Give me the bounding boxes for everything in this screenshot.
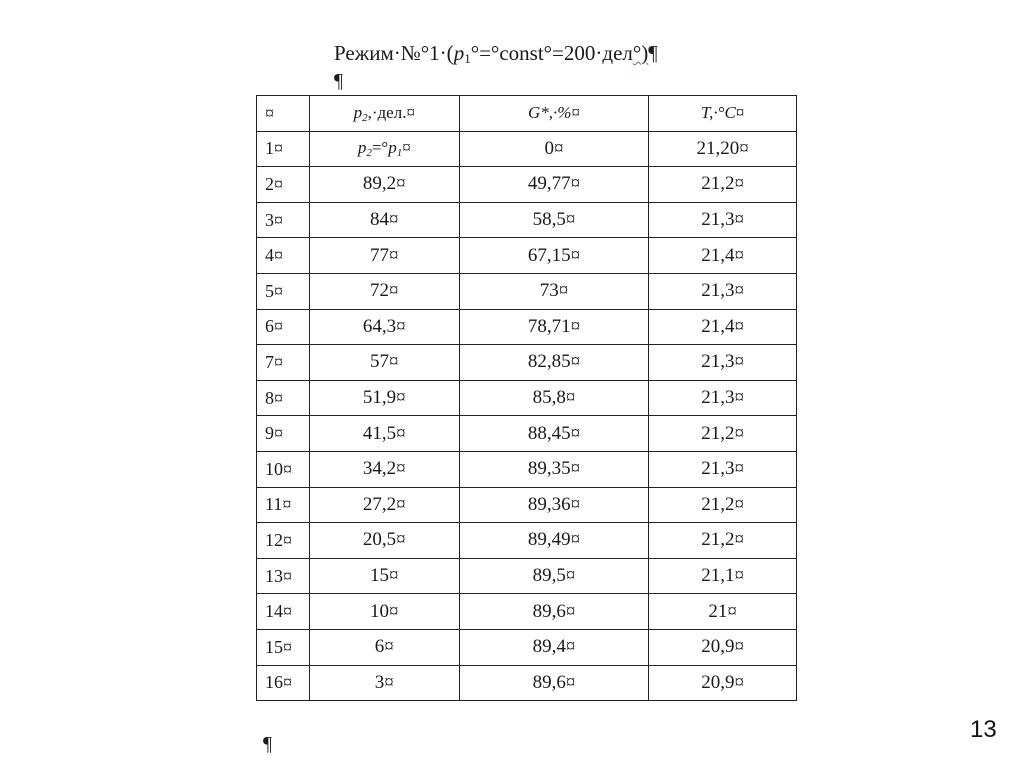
table-cell-index: 9¤ xyxy=(257,416,310,452)
table-cell-index: 7¤ xyxy=(257,345,310,381)
table-cell-g: 85,8¤ xyxy=(459,380,649,416)
table-row xyxy=(257,594,797,630)
table-row xyxy=(257,665,797,701)
table-cell-p2: 3¤ xyxy=(309,665,459,701)
table-cell-g: 89,6¤ xyxy=(459,594,649,630)
data-table xyxy=(256,95,797,701)
table-cell-p2: 10¤ xyxy=(309,594,459,630)
table-title xyxy=(334,41,658,67)
table-row xyxy=(257,558,797,594)
table-cell-g: 89,6¤ xyxy=(459,665,649,701)
table-cell-t: 21,2¤ xyxy=(649,523,797,559)
title-p-symbol: p xyxy=(453,41,465,65)
table-cell-p2: 57¤ xyxy=(309,345,459,381)
table-cell-index: 4¤ xyxy=(257,238,310,274)
table-cell-p2: 27,2¤ xyxy=(309,487,459,523)
table-cell-t: 21¤ xyxy=(649,594,797,630)
table-cell-index: 1¤ xyxy=(257,131,310,167)
table-cell-t: 21,3¤ xyxy=(649,202,797,238)
table-cell-p2: 84¤ xyxy=(309,202,459,238)
pilcrow-mark-bottom: ¶ xyxy=(263,733,273,755)
table-cell-g: 89,36¤ xyxy=(459,487,649,523)
table-cell-g: 78,71¤ xyxy=(459,309,649,345)
table-cell-p2: 72¤ xyxy=(309,273,459,309)
title-prefix: Режим·№°1·( xyxy=(334,41,454,65)
table-row xyxy=(257,167,797,203)
table-row xyxy=(257,273,797,309)
table-cell-g: 73¤ xyxy=(459,273,649,309)
table-cell-p2: 77¤ xyxy=(309,238,459,274)
table-cell-index: 10¤ xyxy=(257,451,310,487)
table-cell-g: 89,49¤ xyxy=(459,523,649,559)
table-cell-g: 89,5¤ xyxy=(459,558,649,594)
table-row xyxy=(257,131,797,167)
table-cell-p2: $p_2=^\circ p_1¤$ xyxy=(309,131,459,167)
table-cell-g: 89,4¤ xyxy=(459,629,649,665)
table-cell-index: 12¤ xyxy=(257,523,310,559)
table-row xyxy=(257,202,797,238)
table-cell-t: 21,2¤ xyxy=(649,416,797,452)
table-cell-p2: 41,5¤ xyxy=(309,416,459,452)
title-middle: °=°const°=200·дел xyxy=(470,41,633,65)
header-cell-t: T,·°C¤ xyxy=(649,96,797,132)
table-cell-index: 5¤ xyxy=(257,273,310,309)
table-cell-t: 21,3¤ xyxy=(649,273,797,309)
table-cell-t: 21,3¤ xyxy=(649,380,797,416)
table-cell-index: 11¤ xyxy=(257,487,310,523)
table-cell-g: 82,85¤ xyxy=(459,345,649,381)
table-cell-g: 58,5¤ xyxy=(459,202,649,238)
table-cell-g: 89,35¤ xyxy=(459,451,649,487)
header-cell-index: ¤ xyxy=(257,96,310,132)
table-row xyxy=(257,629,797,665)
pilcrow-mark-top: ¶ xyxy=(334,70,344,92)
table-cell-t: 21,2¤ xyxy=(649,487,797,523)
table-cell-index: 16¤ xyxy=(257,665,310,701)
table-header-row xyxy=(257,96,797,132)
table-cell-g: 67,15¤ xyxy=(459,238,649,274)
table-cell-index: 2¤ xyxy=(257,167,310,203)
table-row xyxy=(257,380,797,416)
table-cell-t: 21,1¤ xyxy=(649,558,797,594)
table-cell-p2: 6¤ xyxy=(309,629,459,665)
table-cell-index: 13¤ xyxy=(257,558,310,594)
table-row xyxy=(257,238,797,274)
table-cell-t: 21,2¤ xyxy=(649,167,797,203)
table-row xyxy=(257,416,797,452)
table-cell-index: 8¤ xyxy=(257,380,310,416)
table-cell-t: 21,4¤ xyxy=(649,238,797,274)
table-cell-p2: 20,5¤ xyxy=(309,523,459,559)
header-cell-p2: $p_2,\cdot дел.¤$ xyxy=(309,96,459,132)
table-cell-index: 14¤ xyxy=(257,594,310,630)
table-cell-g: 49,77¤ xyxy=(459,167,649,203)
table-cell-index: 15¤ xyxy=(257,629,310,665)
table-cell-t: 21,3¤ xyxy=(649,345,797,381)
table-row xyxy=(257,451,797,487)
table-row xyxy=(257,523,797,559)
table-cell-g: 88,45¤ xyxy=(459,416,649,452)
table-row xyxy=(257,345,797,381)
table-cell-t: 20,9¤ xyxy=(649,629,797,665)
table-cell-p2: 89,2¤ xyxy=(309,167,459,203)
table-cell-p2: 34,2¤ xyxy=(309,451,459,487)
table-cell-index: 3¤ xyxy=(257,202,310,238)
title-squiggle-text: °) xyxy=(632,41,649,65)
table-row xyxy=(257,309,797,345)
table-cell-p2: 64,3¤ xyxy=(309,309,459,345)
title-pilcrow: ¶ xyxy=(648,41,658,65)
table-cell-t: 21,3¤ xyxy=(649,451,797,487)
table-cell-t: 20,9¤ xyxy=(649,665,797,701)
table-row xyxy=(257,487,797,523)
table-cell-index: 6¤ xyxy=(257,309,310,345)
page-number: 13 xyxy=(970,716,997,743)
title-p-index: 1 xyxy=(464,51,471,66)
table-cell-g: 0¤ xyxy=(459,131,649,167)
table-cell-p2: 15¤ xyxy=(309,558,459,594)
table-cell-t: 21,20¤ xyxy=(649,131,797,167)
table-cell-p2: 51,9¤ xyxy=(309,380,459,416)
table-cell-t: 21,4¤ xyxy=(649,309,797,345)
header-cell-g: G*,·%¤ xyxy=(459,96,649,132)
